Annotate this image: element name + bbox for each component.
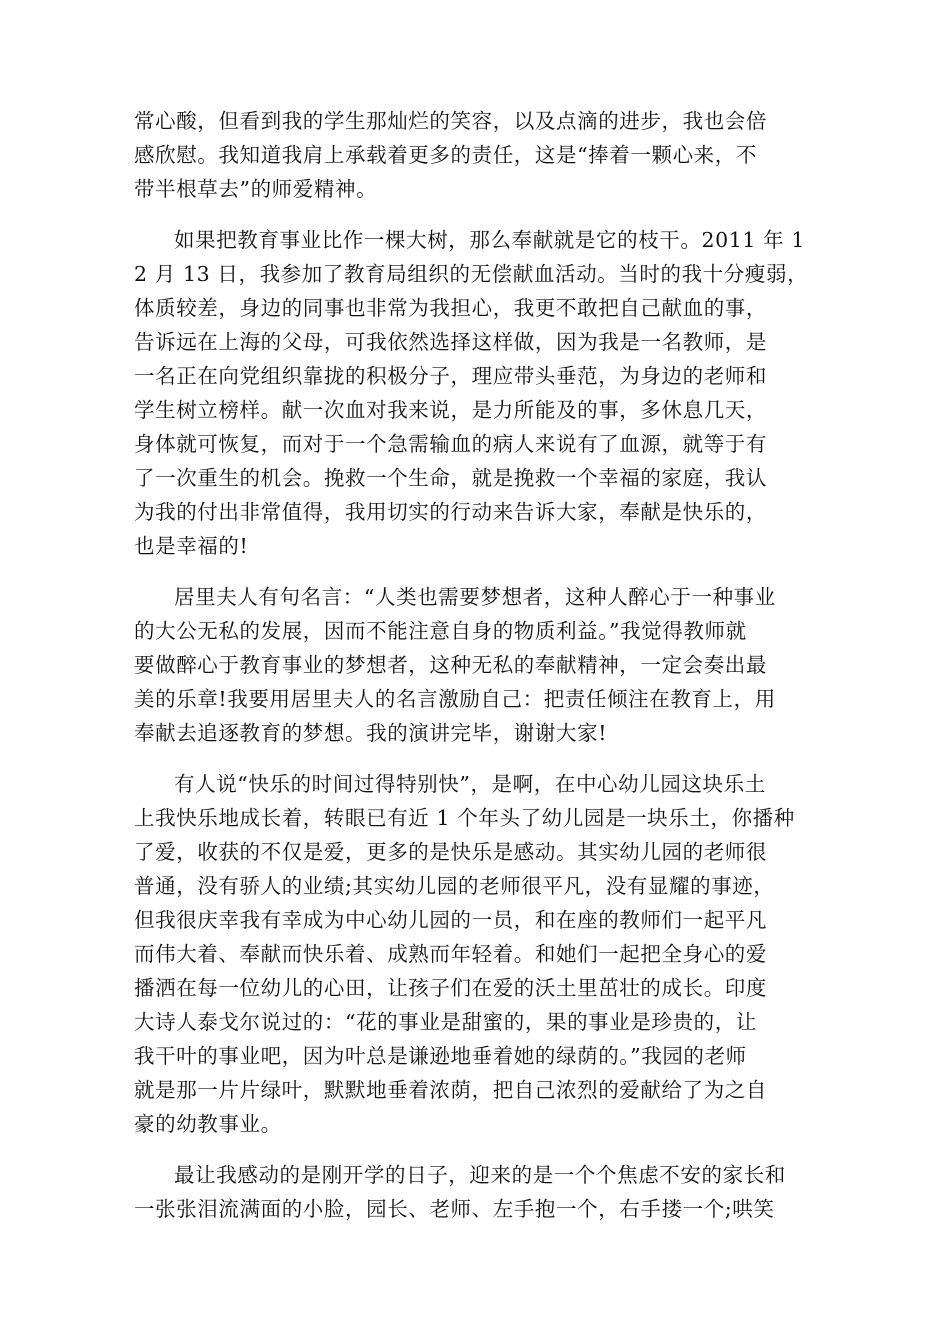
text-line: 感欣慰。我知道我肩上承载着更多的责任，这是“捧着一颗心来，不 (134, 143, 757, 167)
text-line: 有人说“快乐的时间过得特别快”，是啊，在中心幼儿园这块乐土 (174, 772, 766, 796)
text-line: 带半根草去”的师爱精神。 (134, 177, 378, 201)
text-line: 也是幸福的! (134, 534, 249, 558)
text-line: 体质较差，身边的同事也非常为我担心，我更不敢把自己献血的事， (134, 296, 767, 320)
text-line: 豪的幼教事业。 (134, 1112, 282, 1136)
text-line: 美的乐章!我要用居里夫人的名言激励自己：把责任倾注在教育上，用 (134, 687, 776, 711)
text-line: 就是那一片片绿叶，默默地垂着浓荫，把自己浓烈的爱献给了为之自 (134, 1078, 767, 1102)
text-line: 常心酸，但看到我的学生那灿烂的笑容，以及点滴的进步，我也会倍 (134, 109, 767, 133)
text-line: 播洒在每一位幼儿的心田，让孩子们在爱的沃土里茁壮的成长。印度 (134, 976, 767, 1000)
text-line: 要做醉心于教育事业的梦想者，这种无私的奉献精神，一定会奏出最 (134, 653, 767, 677)
text-line: 普通，没有骄人的业绩;其实幼儿园的老师很平凡，没有显耀的事迹， (134, 874, 775, 898)
text-line: 上我快乐地成长着，转眼已有近 1 个年头了幼儿园是一块乐土，你播种 (134, 806, 795, 830)
text-line: 奉献去追逐教育的梦想。我的演讲完毕，谢谢大家! (134, 721, 608, 745)
text-line: 最让我感动的是刚开学的日子，迎来的是一个个焦虑不安的家长和 (174, 1163, 786, 1187)
text-line: 我干叶的事业吧，因为叶总是谦逊地垂着她的绿荫的。”我园的老师 (134, 1044, 747, 1068)
text-line: 大诗人泰戈尔说过的：“花的事业是甜蜜的，果的事业是珍贵的，让 (134, 1010, 757, 1034)
text-line: 了爱，收获的不仅是爱，更多的是快乐是感动。其实幼儿园的老师很 (134, 840, 767, 864)
text-line: 学生树立榜样。献一次血对我来说，是力所能及的事，多休息几天， (134, 398, 767, 422)
text-line: 的大公无私的发展，因而不能注意自身的物质利益。”我觉得教师就 (134, 619, 747, 643)
text-line: 居里夫人有句名言：“人类也需要梦想者，这种人醉心于一种事业 (174, 585, 776, 609)
text-line: 2 月 13 日，我参加了教育局组织的无偿献血活动。当时的我十分瘦弱， (134, 262, 809, 286)
text-line: 告诉远在上海的父母，可我依然选择这样做，因为我是一名教师，是 (134, 330, 767, 354)
text-line: 一名正在向党组织靠拢的积极分子，理应带头垂范，为身边的老师和 (134, 364, 767, 388)
text-line: 如果把教育事业比作一棵大树，那么奉献就是它的枝干。2011 年 1 (174, 228, 806, 252)
text-line: 一张张泪流满面的小脸，园长、老师、左手抱一个，右手搂一个;哄笑 (134, 1197, 775, 1221)
text-line: 身体就可恢复，而对于一个急需输血的病人来说有了血源，就等于有 (134, 432, 767, 456)
text-line: 了一次重生的机会。挽救一个生命，就是挽救一个幸福的家庭，我认 (134, 466, 767, 490)
text-line: 而伟大着、奉献而快乐着、成熟而年轻着。和她们一起把全身心的爱 (134, 942, 767, 966)
text-line: 但我很庆幸我有幸成为中心幼儿园的一员，和在座的教师们一起平凡 (134, 908, 767, 932)
text-line: 为我的付出非常值得，我用切实的行动来告诉大家，奉献是快乐的， (134, 500, 767, 524)
